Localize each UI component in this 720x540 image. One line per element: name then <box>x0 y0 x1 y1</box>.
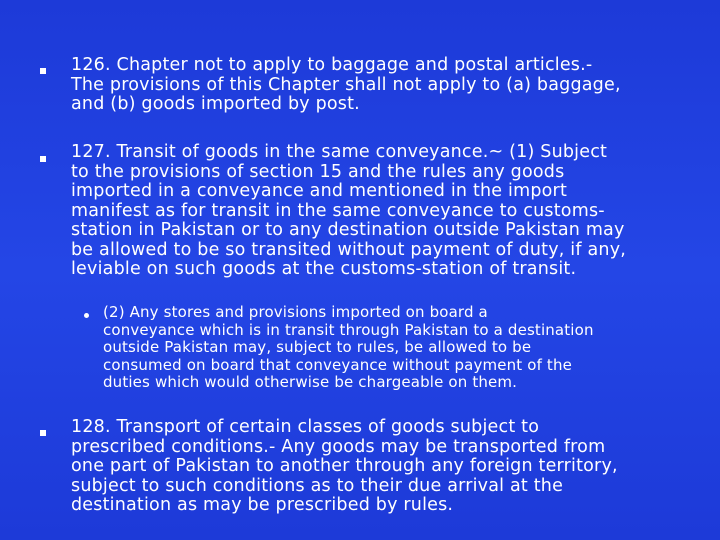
square-bullet-icon <box>40 68 46 74</box>
bullet-text-127: 127. Transit of goods in the same conveyance.~ (1) Subject to the provisions of section 15 and the rules any goods imported in a conveyance and mentioned in the import manifest as for transit in the same conveyance to customs- station in Pakistan or to any destination outside Pakistan may be allowed to be so transited without payment of duty, if any, leviable on such goods at the customs-station of transit. <box>71 142 627 279</box>
round-bullet-icon <box>84 313 89 318</box>
square-bullet-icon <box>40 430 46 436</box>
square-bullet-icon <box>40 156 46 162</box>
bullet-text-128: 128. Transport of certain classes of goods subject to prescribed conditions.- Any goods may be transported from one part of Pakistan to another through any foreign territory, subject to such conditions as to their due arrival at the destination as may be prescribed by rules. <box>71 417 618 515</box>
sub-bullet-text: (2) Any stores and provisions imported on board a conveyance which is in transit through Pakistan to a destination outside Pakistan may, subject to rules, be allowed to be consumed on board that conveyance without payment of the duties which would otherwise be chargeable on them. <box>103 303 594 391</box>
bullet-text-126: 126. Chapter not to apply to baggage and postal articles.- The provisions of this Chapter shall not apply to (a) baggage, and (b) goods imported by post. <box>71 55 621 114</box>
